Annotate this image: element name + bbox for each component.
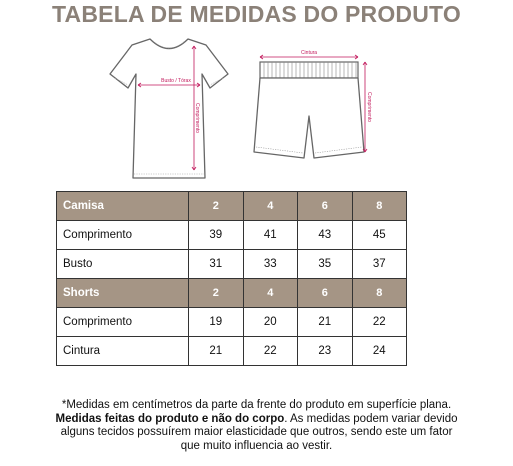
table-cell: 31: [189, 250, 244, 279]
table-section-header: [57, 192, 407, 221]
table-cell: 22: [352, 308, 407, 337]
shorts-illustration: [250, 36, 378, 164]
row-label: Cintura: [57, 337, 189, 366]
section-name: Shorts: [57, 279, 189, 308]
shirt-length-measure-label: Comprimento: [194, 102, 200, 134]
table-cell: 37: [352, 250, 407, 279]
table-row: [57, 337, 407, 366]
table-row: [57, 221, 407, 250]
size-header: 2: [189, 192, 244, 221]
size-header: 8: [352, 279, 407, 308]
table-cell: 39: [189, 221, 244, 250]
note-text: . As medidas podem variar devido: [284, 412, 458, 425]
size-table: [56, 191, 407, 366]
note-emphasis: Medidas feitas do produto e não do corpo: [55, 412, 285, 425]
note-line: que muito influencia ao vestir.: [180, 439, 333, 452]
row-label: Comprimento: [57, 221, 189, 250]
size-header: 6: [298, 279, 353, 308]
row-label: Busto: [57, 250, 189, 279]
table-row: [57, 308, 407, 337]
table-cell: 21: [298, 308, 353, 337]
table-cell: 43: [298, 221, 353, 250]
note-line: alguns tecidos possuírem maior elasticidade que outros, sendo este um fator: [60, 426, 453, 438]
size-header: 4: [243, 192, 298, 221]
size-header: 4: [243, 279, 298, 308]
size-header: 6: [298, 192, 353, 221]
size-header: 8: [352, 192, 407, 221]
row-label: Comprimento: [57, 308, 189, 337]
size-header: 2: [189, 279, 244, 308]
page-title: TABELA DE MEDIDAS DO PRODUTO: [52, 1, 461, 27]
shirt-illustration: [106, 36, 232, 186]
waist-measure-label: Cintura: [300, 50, 318, 56]
note-line: [0, 413, 513, 427]
table-cell: 35: [298, 250, 353, 279]
table-cell: 41: [243, 221, 298, 250]
section-name: Camisa: [57, 192, 189, 221]
shorts-length-measure-label: Comprimento: [366, 91, 372, 123]
table-cell: 33: [243, 250, 298, 279]
chest-measure-label: Busto / Tórax: [161, 78, 191, 84]
table-cell: 23: [298, 337, 353, 366]
note-line: *Medidas em centímetros da parte da frente do produto em superfície plana.: [61, 399, 452, 411]
table-row: [57, 250, 407, 279]
measurement-note: [0, 399, 513, 453]
table-cell: 24: [352, 337, 407, 366]
table-cell: 19: [189, 308, 244, 337]
table-cell: 21: [189, 337, 244, 366]
table-cell: 45: [352, 221, 407, 250]
table-section-header: [57, 279, 407, 308]
table-cell: 20: [243, 308, 298, 337]
table-cell: 22: [243, 337, 298, 366]
